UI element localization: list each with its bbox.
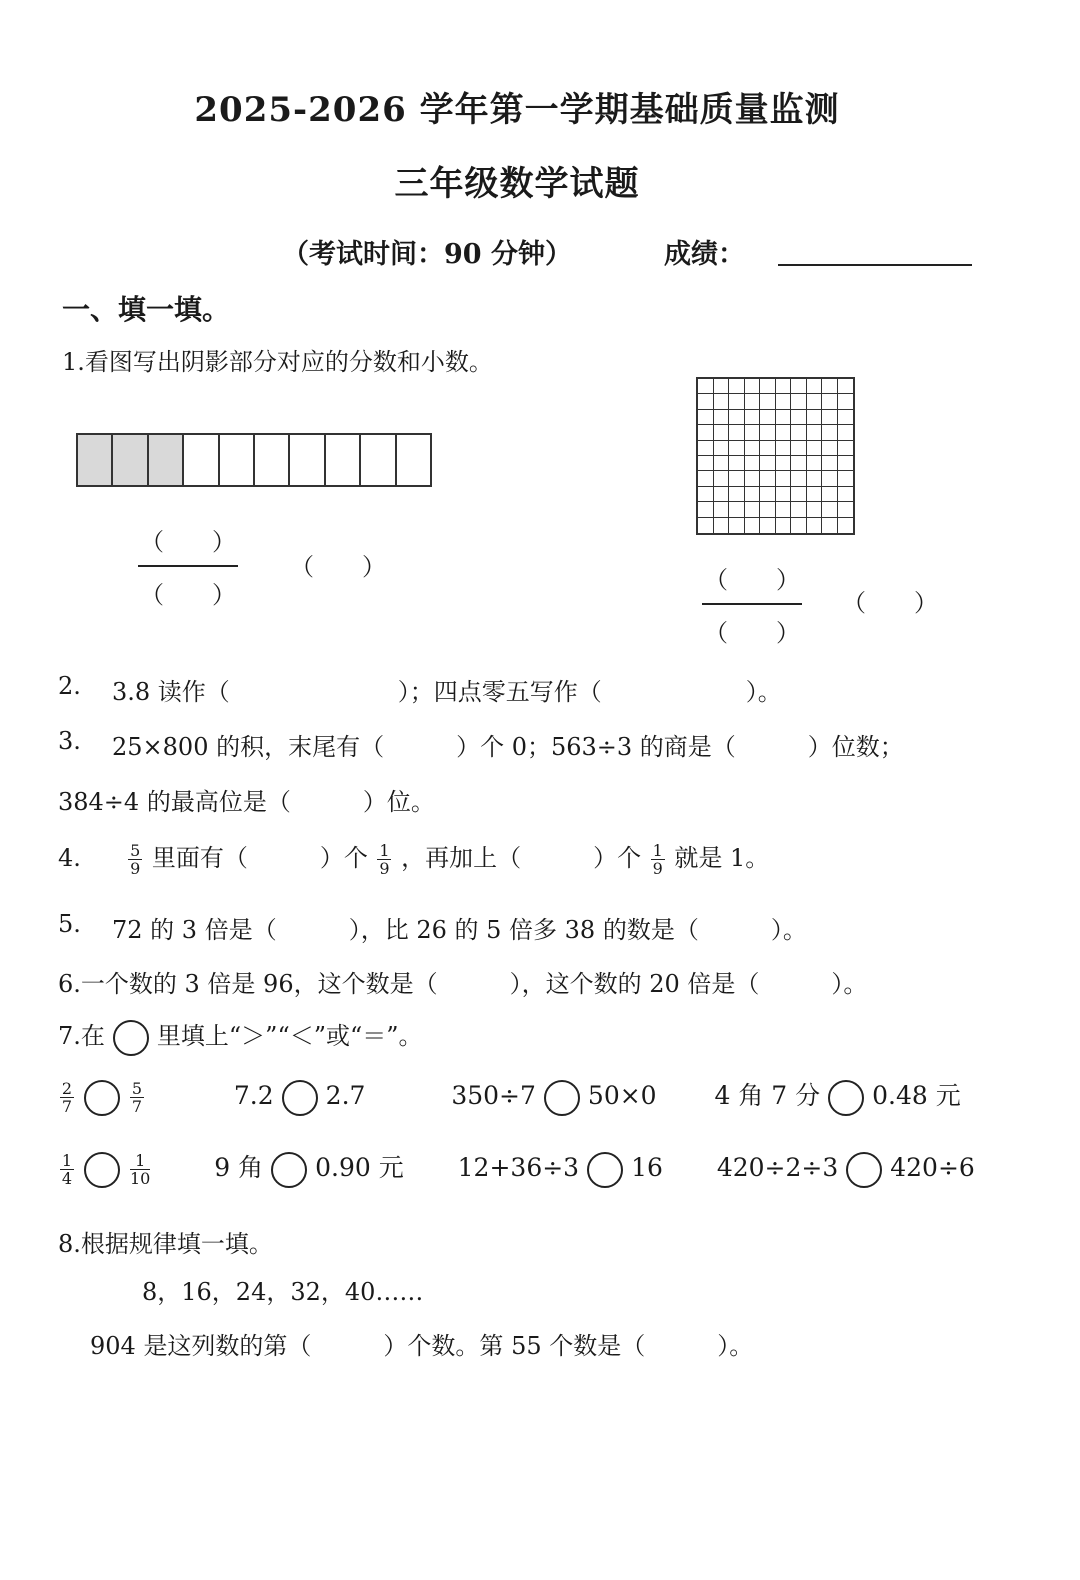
strip-cell bbox=[326, 435, 361, 485]
denominator: 7 bbox=[131, 1097, 143, 1116]
question-4-part-a: 里面有（ ）个 bbox=[151, 844, 368, 872]
compare-circle-1[interactable] bbox=[84, 1080, 120, 1116]
fraction-one-fourth bbox=[60, 1152, 74, 1187]
score-label: 成绩： bbox=[664, 239, 745, 270]
grid-cell bbox=[791, 394, 807, 409]
grid-cell bbox=[791, 471, 807, 486]
grid-cell bbox=[791, 379, 807, 394]
question-1-text: 1.看图写出阴影部分对应的分数和小数。 bbox=[62, 348, 493, 376]
numerator: 2 bbox=[61, 1079, 73, 1098]
question-4 bbox=[58, 838, 769, 877]
grid-cell bbox=[698, 456, 714, 471]
question-6-text: 6.一个数的 3 倍是 96，这个数是（ ），这个数的 20 倍是（ ）。 bbox=[58, 970, 868, 998]
compare-right: 2.7 bbox=[325, 1081, 366, 1110]
q1-grid-decimal-answer[interactable]: （ ） bbox=[842, 589, 938, 617]
grid-cell bbox=[838, 410, 854, 425]
grid-cell bbox=[807, 456, 823, 471]
grid-cell bbox=[745, 471, 761, 486]
grid-cell bbox=[698, 518, 714, 533]
grid-cell bbox=[714, 410, 730, 425]
grid-cell bbox=[776, 425, 792, 440]
question-7-instruction bbox=[58, 1016, 423, 1056]
compare-left: 9 角 bbox=[214, 1153, 264, 1182]
grid-cell bbox=[698, 410, 714, 425]
grid-cell bbox=[760, 425, 776, 440]
compare-circle-8[interactable] bbox=[846, 1152, 882, 1188]
grid-cell bbox=[807, 487, 823, 502]
grid-cell bbox=[776, 379, 792, 394]
fraction-bar bbox=[702, 603, 802, 605]
grid-cell bbox=[714, 471, 730, 486]
fraction-strip-diagram bbox=[76, 433, 432, 487]
grid-cell bbox=[714, 379, 730, 394]
q1-grid-fraction-answer[interactable] bbox=[702, 560, 802, 648]
compare-left: 12+36÷3 bbox=[457, 1153, 580, 1182]
grid-cell bbox=[838, 487, 854, 502]
grid-cell bbox=[791, 518, 807, 533]
grid-cell bbox=[745, 456, 761, 471]
grid-cell bbox=[807, 471, 823, 486]
compare-right: 420÷6 bbox=[890, 1153, 975, 1182]
fraction-five-ninths bbox=[128, 842, 142, 877]
compare-right: 0.48 元 bbox=[872, 1081, 961, 1110]
grid-cell bbox=[729, 456, 745, 471]
compare-circle-2[interactable] bbox=[282, 1080, 318, 1116]
grid-cell bbox=[714, 441, 730, 456]
denominator: 9 bbox=[652, 859, 663, 878]
paren-numerator: （ ） bbox=[704, 566, 800, 594]
grid-cell bbox=[776, 441, 792, 456]
paren-denominator: （ ） bbox=[140, 581, 236, 609]
grid-cell bbox=[760, 441, 776, 456]
grid-cell bbox=[714, 456, 730, 471]
grid-cell bbox=[838, 441, 854, 456]
grid-cell bbox=[791, 487, 807, 502]
grid-cell bbox=[698, 441, 714, 456]
strip-cell bbox=[220, 435, 255, 485]
grid-cell bbox=[822, 518, 838, 533]
compare-row-2 bbox=[58, 1148, 975, 1188]
grid-cell bbox=[698, 425, 714, 440]
grid-cell bbox=[807, 410, 823, 425]
grid-cell bbox=[729, 379, 745, 394]
grid-cell bbox=[760, 379, 776, 394]
hundred-grid-diagram bbox=[696, 377, 855, 535]
grid-cell bbox=[776, 410, 792, 425]
section-title: 一、填一填。 bbox=[62, 293, 231, 326]
question-7-suffix: 里填上“＞”“＜”或“＝”。 bbox=[156, 1022, 423, 1050]
grid-cell bbox=[714, 502, 730, 517]
numerator: 1 bbox=[652, 841, 663, 860]
compare-circle-4[interactable] bbox=[828, 1080, 864, 1116]
grid-cell bbox=[745, 379, 761, 394]
exam-time: （考试时间：90 分钟） bbox=[282, 239, 572, 270]
grid-cell bbox=[776, 487, 792, 502]
paren-denominator: （ ） bbox=[704, 619, 800, 647]
grid-cell bbox=[838, 456, 854, 471]
question-2-text: 3.8 读作（ ）；四点零五写作（ ）。 bbox=[112, 678, 782, 706]
exam-title: 2025-2026 学年第一学期基础质量监测 bbox=[194, 90, 840, 130]
compare-left: 350÷7 bbox=[451, 1081, 536, 1110]
grid-cell bbox=[807, 425, 823, 440]
grid-cell bbox=[698, 471, 714, 486]
grid-cell bbox=[760, 502, 776, 517]
grid-cell bbox=[838, 518, 854, 533]
question-4-part-b: ，再加上（ ）个 bbox=[401, 844, 642, 872]
grid-cell bbox=[760, 471, 776, 486]
compare-right: 0.90 元 bbox=[315, 1153, 404, 1182]
compare-left: 7.2 bbox=[233, 1081, 274, 1110]
grid-cell bbox=[745, 487, 761, 502]
grid-cell bbox=[822, 502, 838, 517]
grid-cell bbox=[807, 502, 823, 517]
numerator: 1 bbox=[135, 1151, 146, 1170]
grid-cell bbox=[807, 518, 823, 533]
grid-cell bbox=[698, 379, 714, 394]
grid-cell bbox=[776, 394, 792, 409]
grid-cell bbox=[776, 502, 792, 517]
grid-cell bbox=[776, 471, 792, 486]
grid-cell bbox=[776, 518, 792, 533]
grid-cell bbox=[791, 456, 807, 471]
compare-left: 420÷2÷3 bbox=[716, 1153, 839, 1182]
grid-cell bbox=[745, 394, 761, 409]
grid-cell bbox=[838, 394, 854, 409]
grid-cell bbox=[729, 502, 745, 517]
score-blank-line[interactable] bbox=[778, 264, 972, 266]
grid-cell bbox=[822, 441, 838, 456]
grid-cell bbox=[760, 487, 776, 502]
grid-cell bbox=[745, 518, 761, 533]
compare-circle-5[interactable] bbox=[84, 1152, 120, 1188]
strip-cell bbox=[255, 435, 290, 485]
question-4-part-c: 就是 1。 bbox=[674, 844, 770, 872]
compare-circle-7[interactable] bbox=[587, 1152, 623, 1188]
grid-cell bbox=[791, 441, 807, 456]
q1-strip-decimal-answer[interactable]: （ ） bbox=[290, 553, 386, 581]
numerator: 5 bbox=[130, 841, 141, 860]
strip-cell bbox=[397, 435, 430, 485]
strip-cell-shaded bbox=[78, 435, 113, 485]
question-7-prefix: 7.在 bbox=[58, 1022, 105, 1050]
grid-cell bbox=[838, 471, 854, 486]
denominator: 9 bbox=[130, 859, 141, 878]
grid-cell bbox=[791, 410, 807, 425]
question-8-sequence: 8，16，24，32，40…… bbox=[142, 1278, 424, 1306]
grid-cell bbox=[698, 502, 714, 517]
denominator: 7 bbox=[61, 1097, 73, 1116]
question-4-number: 4. bbox=[58, 844, 81, 872]
grid-cell bbox=[729, 394, 745, 409]
grid-cell bbox=[729, 441, 745, 456]
fraction-five-sevenths bbox=[130, 1080, 144, 1115]
question-2-number: 2. bbox=[58, 672, 81, 700]
grid-cell bbox=[729, 425, 745, 440]
grid-cell bbox=[714, 487, 730, 502]
grid-cell bbox=[729, 487, 745, 502]
compare-row-1 bbox=[58, 1076, 961, 1116]
fraction-two-sevenths bbox=[60, 1080, 74, 1115]
grid-cell bbox=[822, 471, 838, 486]
grid-cell bbox=[822, 487, 838, 502]
grid-cell bbox=[745, 502, 761, 517]
compare-right: 50×0 bbox=[587, 1081, 657, 1110]
strip-cell bbox=[361, 435, 396, 485]
grid-cell bbox=[838, 379, 854, 394]
grid-cell bbox=[791, 425, 807, 440]
fraction-one-tenth bbox=[130, 1152, 150, 1187]
question-5-text: 72 的 3 倍是（ ），比 26 的 5 倍多 38 的数是（ ）。 bbox=[112, 916, 807, 944]
compare-circle-3[interactable] bbox=[544, 1080, 580, 1116]
grid-cell bbox=[807, 441, 823, 456]
numerator: 1 bbox=[379, 841, 390, 860]
numerator: 1 bbox=[61, 1151, 73, 1170]
denominator: 10 bbox=[130, 1169, 151, 1188]
grid-cell bbox=[729, 518, 745, 533]
grid-cell bbox=[760, 394, 776, 409]
strip-cell bbox=[290, 435, 325, 485]
grid-cell bbox=[822, 394, 838, 409]
question-3-line1: 25×800 的积，末尾有（ ）个 0；563÷3 的商是（ ）位数； bbox=[112, 733, 904, 761]
fraction-one-ninth bbox=[651, 842, 665, 877]
compare-left: 4 角 7 分 bbox=[714, 1081, 821, 1110]
denominator: 4 bbox=[61, 1169, 73, 1188]
compare-right: 16 bbox=[631, 1153, 663, 1182]
fraction-bar bbox=[138, 565, 238, 567]
circle-symbol-icon bbox=[113, 1020, 149, 1056]
grid-cell bbox=[822, 410, 838, 425]
denominator: 9 bbox=[379, 859, 390, 878]
grid-cell bbox=[760, 456, 776, 471]
strip-cell-shaded bbox=[113, 435, 148, 485]
q1-strip-fraction-answer[interactable] bbox=[138, 522, 238, 610]
grid-cell bbox=[714, 518, 730, 533]
strip-cell bbox=[184, 435, 219, 485]
grid-cell bbox=[698, 487, 714, 502]
grid-cell bbox=[714, 394, 730, 409]
grid-cell bbox=[791, 502, 807, 517]
grid-cell bbox=[807, 394, 823, 409]
exam-subtitle: 三年级数学试题 bbox=[394, 164, 640, 204]
grid-cell bbox=[729, 410, 745, 425]
grid-cell bbox=[745, 425, 761, 440]
question-3-line2: 384÷4 的最高位是（ ）位。 bbox=[58, 788, 435, 816]
grid-cell bbox=[807, 379, 823, 394]
numerator: 5 bbox=[131, 1079, 143, 1098]
paren-numerator: （ ） bbox=[140, 528, 236, 556]
grid-cell bbox=[729, 471, 745, 486]
strip-cell-shaded bbox=[149, 435, 184, 485]
grid-cell bbox=[822, 456, 838, 471]
question-5-number: 5. bbox=[58, 910, 81, 938]
question-8-text: 8.根据规律填一填。 bbox=[58, 1230, 273, 1258]
compare-circle-6[interactable] bbox=[271, 1152, 307, 1188]
grid-cell bbox=[760, 518, 776, 533]
grid-cell bbox=[776, 456, 792, 471]
question-3-number: 3. bbox=[58, 727, 81, 755]
grid-cell bbox=[745, 410, 761, 425]
grid-cell bbox=[838, 502, 854, 517]
grid-cell bbox=[745, 441, 761, 456]
question-8-question: 904 是这列数的第（ ）个数。第 55 个数是（ ）。 bbox=[90, 1332, 754, 1360]
grid-cell bbox=[698, 394, 714, 409]
grid-cell bbox=[760, 410, 776, 425]
grid-cell bbox=[838, 425, 854, 440]
fraction-one-ninth bbox=[377, 842, 391, 877]
grid-cell bbox=[822, 425, 838, 440]
grid-cell bbox=[714, 425, 730, 440]
grid-cell bbox=[822, 379, 838, 394]
